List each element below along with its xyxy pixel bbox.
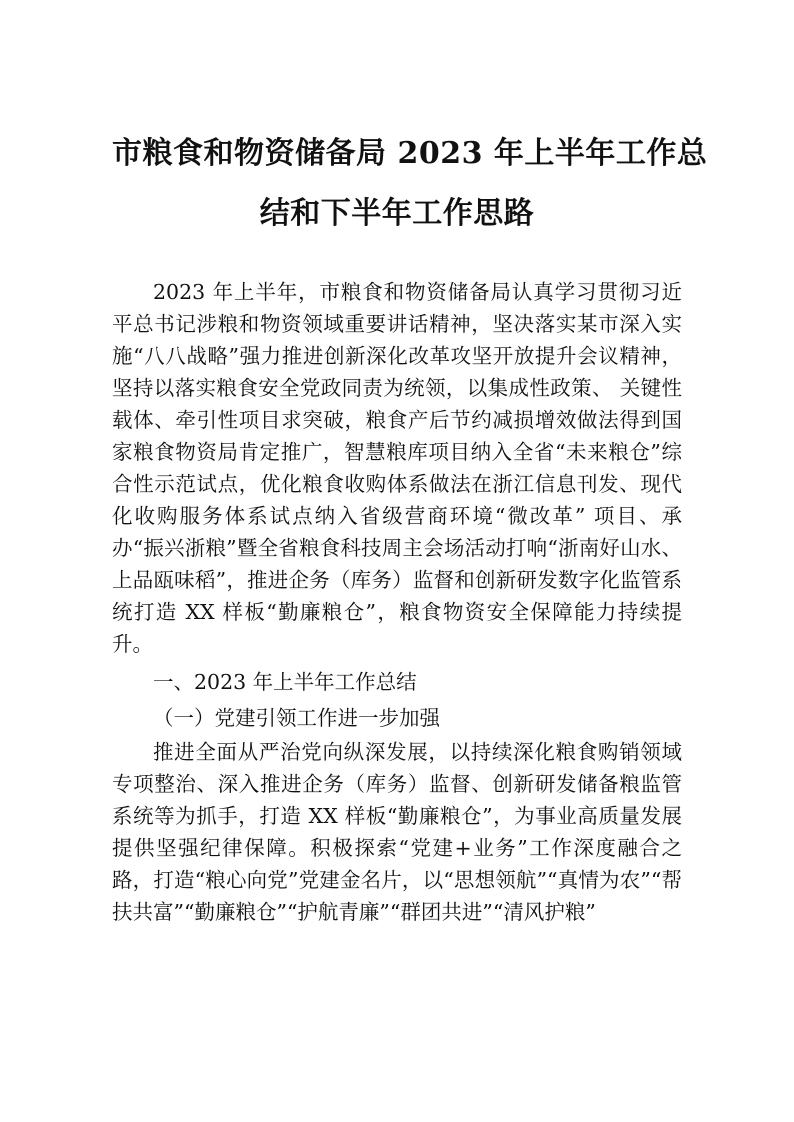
subsection-paragraph: 推进全面从严治党向纵深发展，以持续深化粮食购销领域专项整治、深入推进企务（库务）监督、创新研发储备粮监管系统等为抓手，打造 XX 样板“勤廉粮仓”，为事业高质量发展提供坚强纪律保障。积极探索“党建+业务”工作深度融合之路，打造“粮心向党”党建金名片，以“思想领航”“真情为农”“帮扶共富”“勤廉粮仓”“护航青廉”“群团共进”“清风护粮” <box>112 740 682 924</box>
intro-paragraph: 2023 年上半年，市粮食和物资储备局认真学习贯彻习近平总书记涉粮和物资领域重要讲话精神，坚决落实某市深入实施“八八战略”强力推进创新深化改革攻坚开放提升会议精神，坚持以落实粮食安全党政同责为统领，以集成性政策、 关键性载体、牵引性项目求突破，粮食产后节约减损增效做法得到国家粮食物资局肯定推广，智慧粮库项目纳入全省“未来粮仓”综合性示范试点，优化粮食收购体系做法在浙江信息刊发、现代化收购服务体系试点纳入省级营商环境“微改革” 项目、承办“振兴浙粮”暨全省粮食科技周主会场活动打响“浙南好山水、上品瓯味稻”，推进企务（库务）监督和创新研发数字化监管系统打造 XX 样板“勤廉粮仓”，粮食物资安全保障能力持续提升。 <box>112 280 682 656</box>
title-line-2: 结和下半年工作思路 <box>259 196 535 231</box>
section-heading: 一、2023 年上半年工作总结 <box>153 670 417 694</box>
document-title <box>112 124 708 244</box>
title-line-1: 市粮食和物资储备局 2023 年上半年工作总 <box>112 136 708 171</box>
subsection-heading: （一）党建引领工作进一步加强 <box>153 706 440 730</box>
document-body <box>112 276 682 928</box>
